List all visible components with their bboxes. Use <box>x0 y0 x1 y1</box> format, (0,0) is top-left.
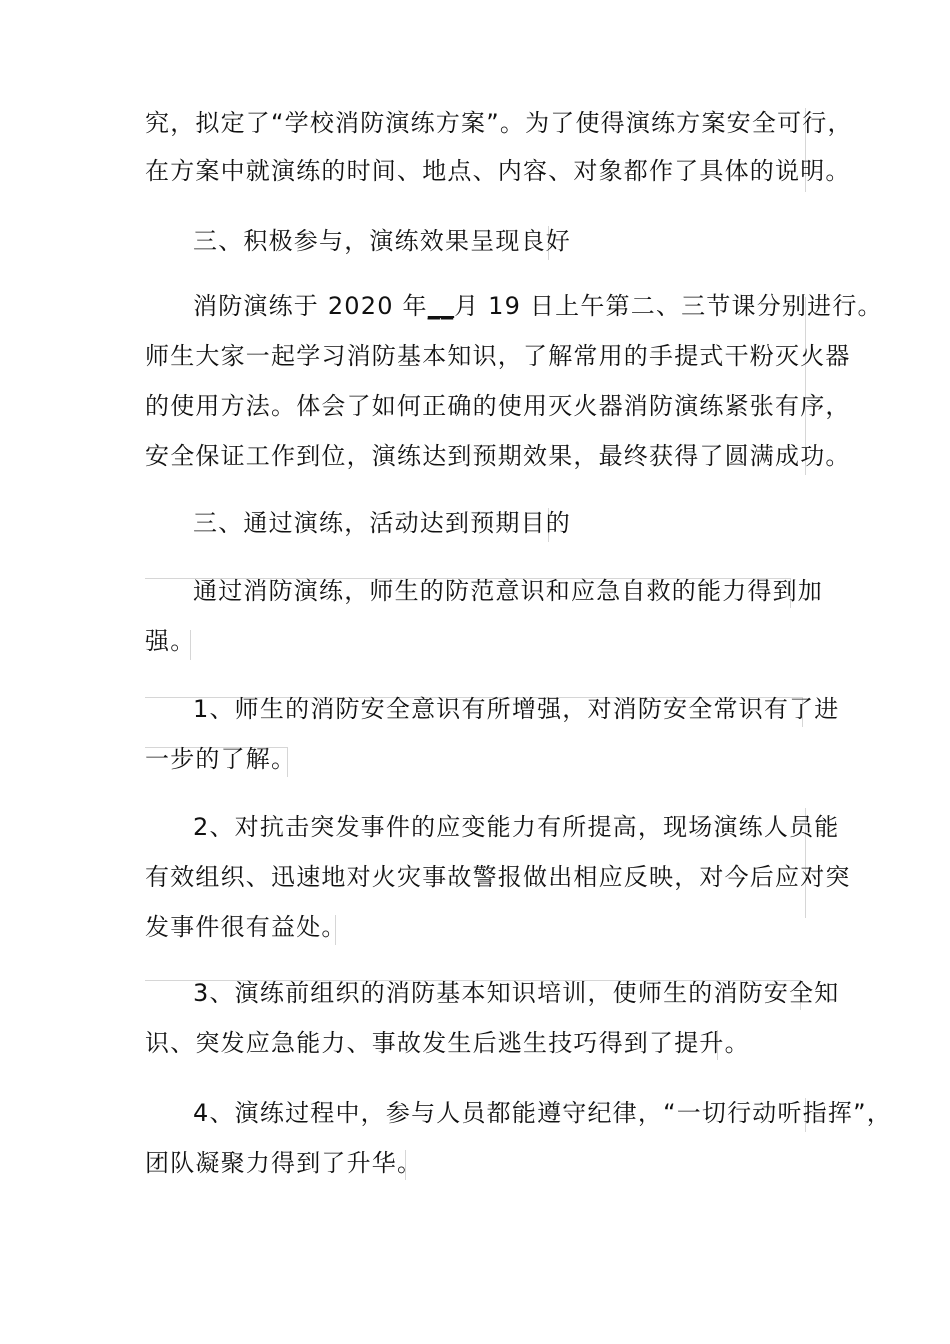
body-text-line: 强。 <box>145 627 196 655</box>
list-item-line: 识、突发应急能力、事故发生后逃生技巧得到了提升。 <box>145 1029 750 1057</box>
list-item-line: 团队凝聚力得到了升华。 <box>145 1149 423 1177</box>
body-text-line: 通过消防演练，师生的防范意识和应急自救的能力得到加 <box>193 577 823 605</box>
list-item-line: 4、演练过程中，参与人员都能遵守纪律，“一切行动听指挥”， <box>193 1099 892 1127</box>
section-heading: 三、积极参与，演练效果呈现良好 <box>193 227 571 255</box>
list-item-line: 一步的了解。 <box>145 745 297 773</box>
body-text-line: 安全保证工作到位，演练达到预期效果，最终获得了圆满成功。 <box>145 442 851 470</box>
body-text-line: 究，拟定了“学校消防演练方案”。为了使得演练方案安全可行， <box>145 109 853 137</box>
section-heading: 三、通过演练，活动达到预期目的 <box>193 509 571 537</box>
list-item-line: 有效组织、迅速地对火灾事故警报做出相应反映，对今后应对突 <box>145 863 851 891</box>
body-text-segment: 消防演练于 2020 年 <box>193 292 428 320</box>
list-item-line: 3、演练前组织的消防基本知识培训，使师生的消防安全知 <box>193 979 840 1007</box>
body-text-line <box>193 289 883 323</box>
body-text-line: 师生大家一起学习消防基本知识，了解常用的手提式干粉灭火器 <box>145 342 851 370</box>
body-text-line: 的使用方法。体会了如何正确的使用灭火器消防演练紧张有序， <box>145 392 851 420</box>
list-item-line: 1、师生的消防安全意识有所增强，对消防安全常识有了进 <box>193 695 840 723</box>
list-item-line: 2、对抗击突发事件的应变能力有所提高，现场演练人员能 <box>193 813 840 841</box>
blank-underline: __ <box>427 292 455 320</box>
body-text-line: 在方案中就演练的时间、地点、内容、对象都作了具体的说明。 <box>145 157 851 185</box>
list-item-line: 发事件很有益处。 <box>145 913 347 941</box>
body-text-segment: 月 19 日上午第二、三节课分别进行。 <box>454 292 883 320</box>
